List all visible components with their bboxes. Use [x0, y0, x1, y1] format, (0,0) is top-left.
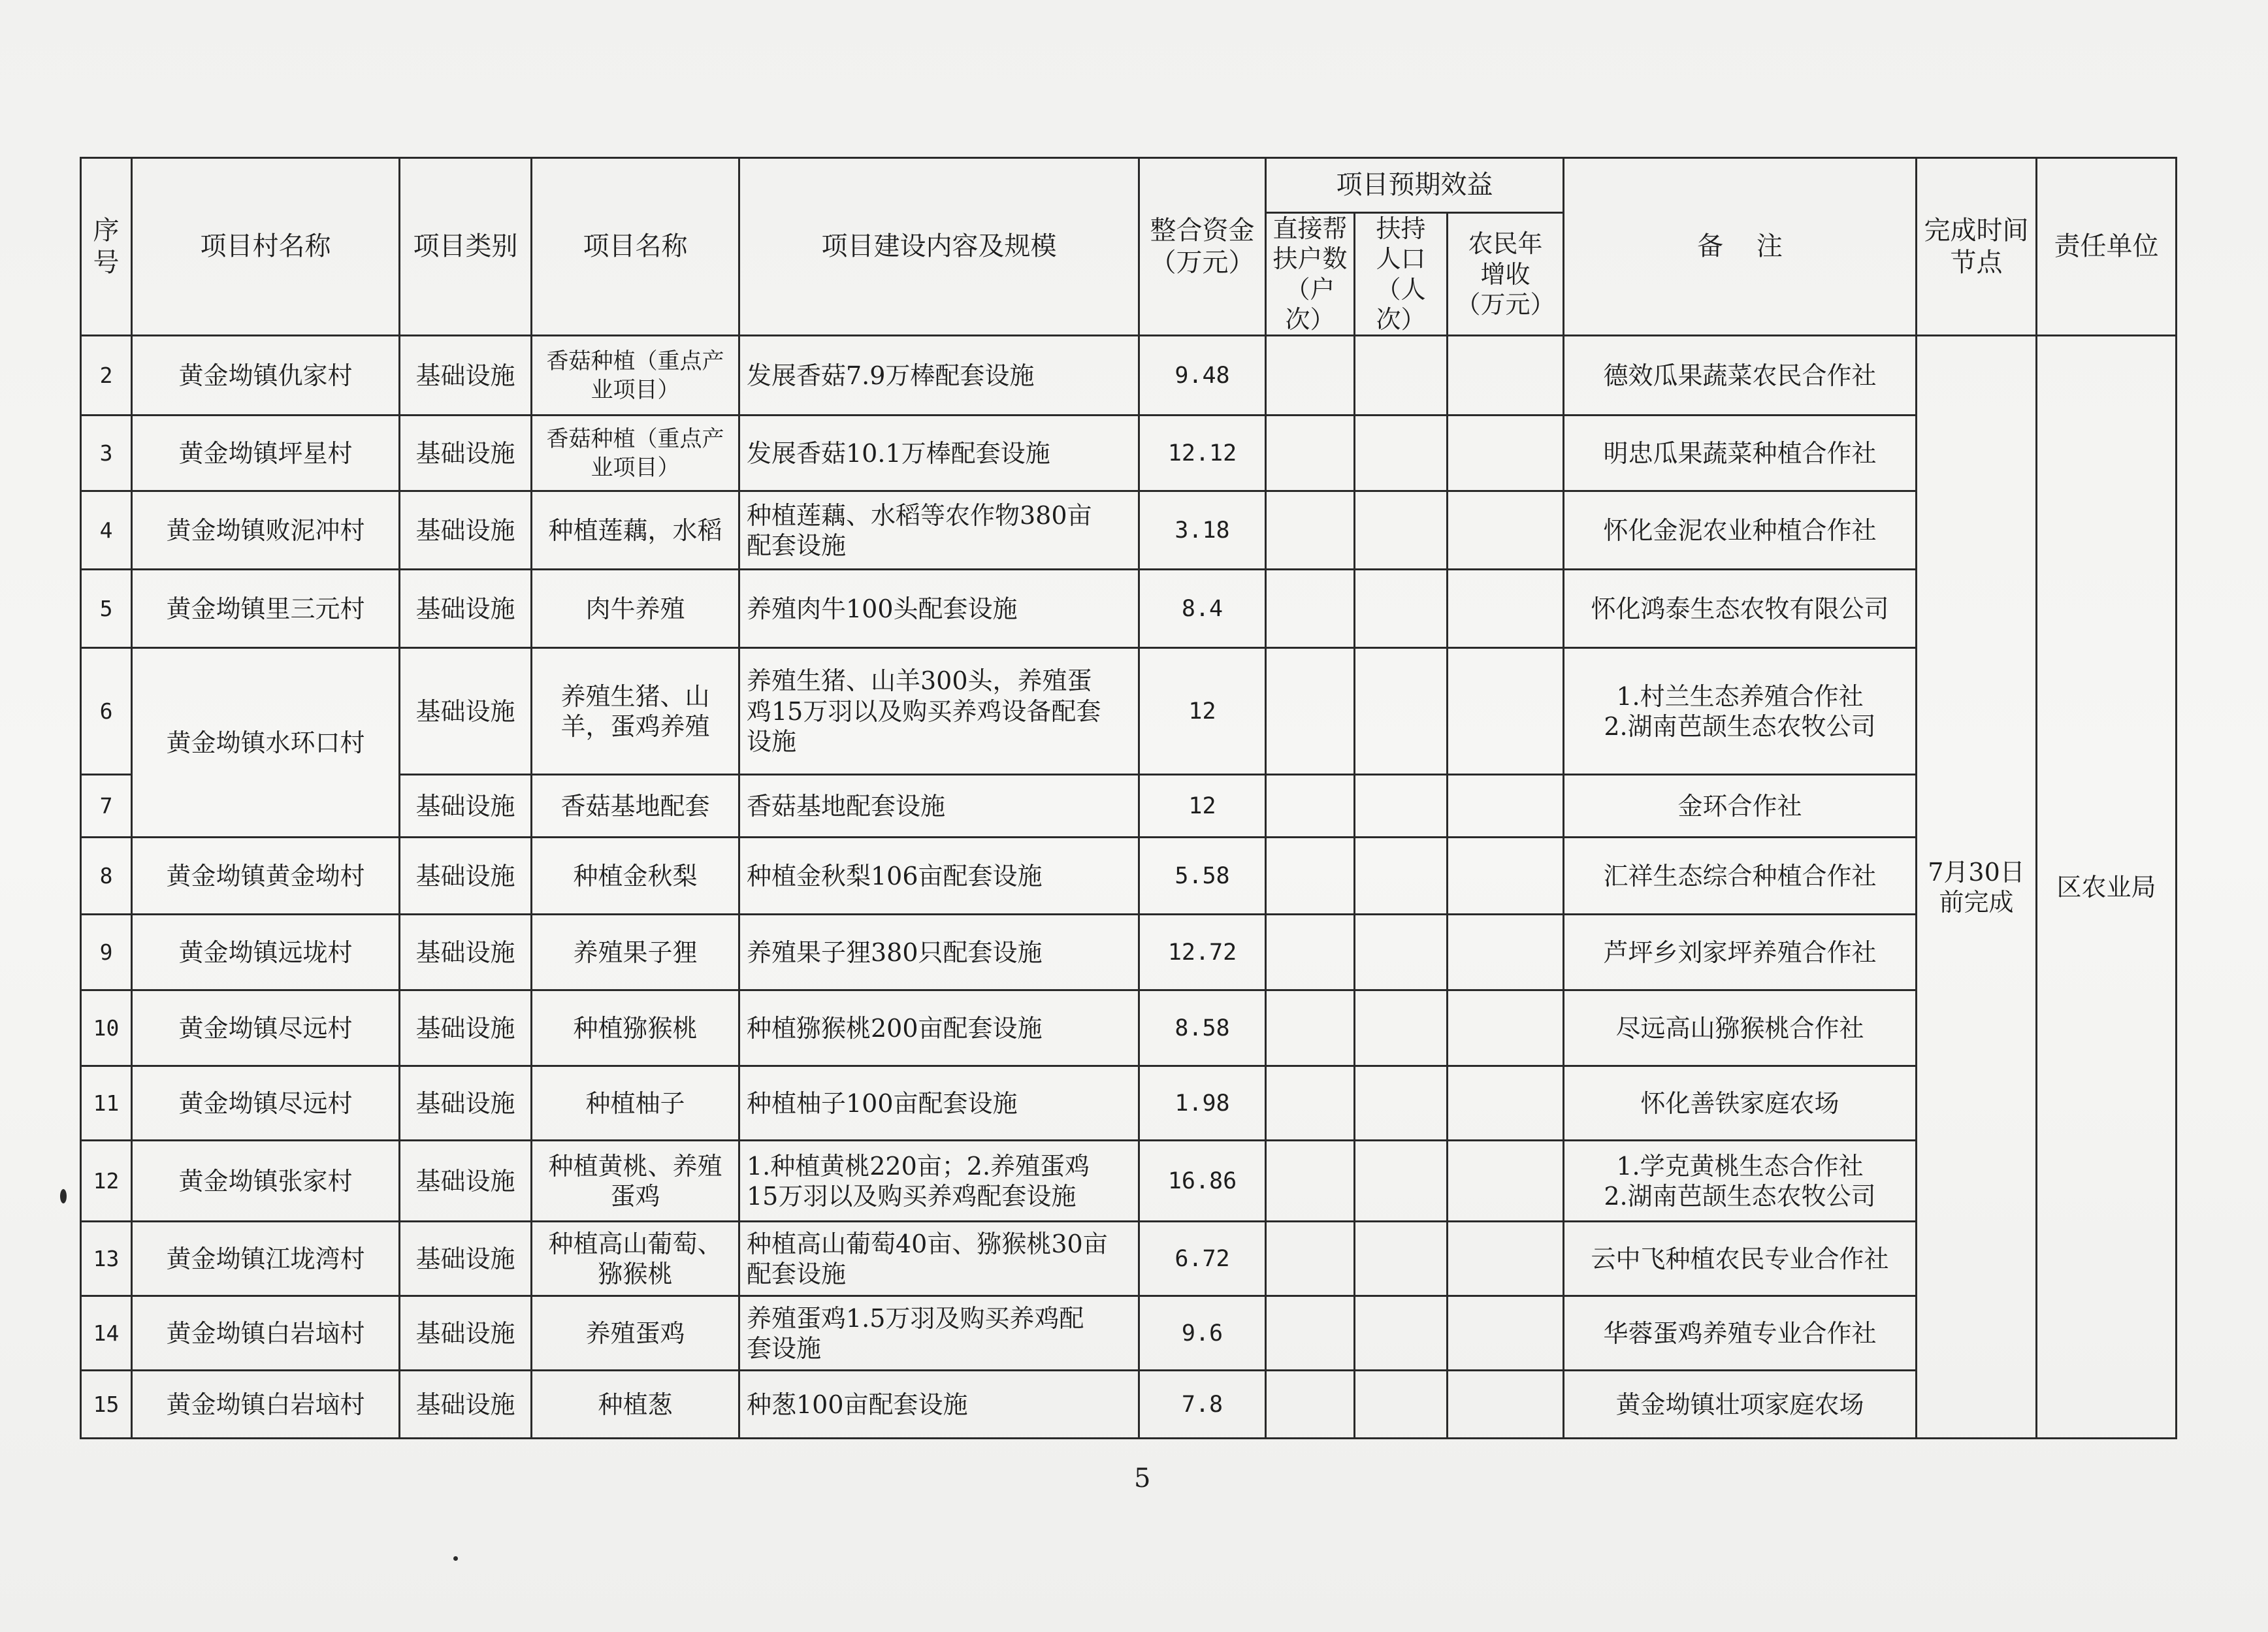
- cell-category: 基础设施: [400, 491, 532, 570]
- page-number: 5: [1134, 1463, 1151, 1493]
- cell-benefit-households: [1266, 336, 1355, 416]
- cell-benefit-households: [1266, 775, 1355, 838]
- cell-benefit-households: [1266, 1371, 1355, 1439]
- cell-benefit-people: [1355, 915, 1448, 990]
- cell-benefit-income: [1448, 648, 1564, 775]
- table-row: [81, 1371, 2177, 1439]
- cell-village: 黄金坳镇里三元村: [132, 570, 400, 648]
- cell-village: 黄金坳镇远垅村: [132, 915, 400, 990]
- cell-project: 种植高山葡萄、 猕猴桃: [532, 1222, 739, 1296]
- cell-seq: 12: [81, 1141, 132, 1222]
- cell-project: 种植葱: [532, 1371, 739, 1439]
- cell-benefit-households: [1266, 1296, 1355, 1371]
- cell-benefit-people: [1355, 648, 1448, 775]
- table-row: [81, 570, 2177, 648]
- cell-benefit-households: [1266, 648, 1355, 775]
- cell-village: 黄金坳镇尽远村: [132, 990, 400, 1066]
- cell-village: 黄金坳镇坪星村: [132, 416, 400, 491]
- cell-completion-merged: 7月30日 前完成: [1917, 336, 2037, 1439]
- cell-benefit-households: [1266, 1066, 1355, 1141]
- cell-benefit-income: [1448, 838, 1564, 915]
- cell-content: 香菇基地配套设施: [739, 775, 1139, 838]
- cell-benefit-people: [1355, 1066, 1448, 1141]
- header-remarks: 备 注: [1564, 158, 1917, 336]
- cell-content: 种植金秋梨106亩配套设施: [739, 838, 1139, 915]
- cell-project: 养殖果子狸: [532, 915, 739, 990]
- cell-seq: 5: [81, 570, 132, 648]
- cell-category: 基础设施: [400, 838, 532, 915]
- table-row: [81, 336, 2177, 416]
- table-row: [81, 648, 2177, 775]
- table-row: [81, 1141, 2177, 1222]
- cell-content: 种植猕猴桃200亩配套设施: [739, 990, 1139, 1066]
- cell-seq: 3: [81, 416, 132, 491]
- project-table: [80, 157, 2177, 1439]
- cell-remarks: 怀化善铁家庭农场: [1564, 1066, 1917, 1141]
- table-row: [81, 1222, 2177, 1296]
- cell-category: 基础设施: [400, 915, 532, 990]
- table-row: [81, 1296, 2177, 1371]
- cell-seq: 15: [81, 1371, 132, 1439]
- table-row: [81, 915, 2177, 990]
- cell-category: 基础设施: [400, 1066, 532, 1141]
- cell-benefit-people: [1355, 1222, 1448, 1296]
- cell-category: 基础设施: [400, 570, 532, 648]
- cell-benefit-income: [1448, 1222, 1564, 1296]
- cell-seq: 10: [81, 990, 132, 1066]
- cell-funds: 9.48: [1139, 336, 1266, 416]
- cell-category: 基础设施: [400, 990, 532, 1066]
- cell-funds: 8.4: [1139, 570, 1266, 648]
- header-benefit-group: 项目预期效益: [1266, 158, 1564, 213]
- cell-project: 肉牛养殖: [532, 570, 739, 648]
- cell-remarks: 1.村兰生态养殖合作社 2.湖南芭颉生态农牧公司: [1564, 648, 1917, 775]
- cell-benefit-income: [1448, 1066, 1564, 1141]
- cell-content: 种植柚子100亩配套设施: [739, 1066, 1139, 1141]
- cell-content: 养殖果子狸380只配套设施: [739, 915, 1139, 990]
- header-category: 项目类别: [400, 158, 532, 336]
- cell-seq: 6: [81, 648, 132, 775]
- cell-content: 发展香菇7.9万棒配套设施: [739, 336, 1139, 416]
- cell-content: 种植莲藕、水稻等农作物380亩 配套设施: [739, 491, 1139, 570]
- cell-funds: 5.58: [1139, 838, 1266, 915]
- cell-remarks: 尽远高山猕猴桃合作社: [1564, 990, 1917, 1066]
- cell-benefit-people: [1355, 1371, 1448, 1439]
- cell-village: 黄金坳镇张家村: [132, 1141, 400, 1222]
- cell-benefit-people: [1355, 990, 1448, 1066]
- table-row: [81, 416, 2177, 491]
- cell-content: 养殖生猪、山羊300头，养殖蛋 鸡15万羽以及购买养鸡设备配套 设施: [739, 648, 1139, 775]
- cell-benefit-people: [1355, 838, 1448, 915]
- project-table-wrapper: [80, 157, 2177, 1439]
- cell-funds: 16.86: [1139, 1141, 1266, 1222]
- cell-remarks: 明忠瓜果蔬菜种植合作社: [1564, 416, 1917, 491]
- cell-benefit-income: [1448, 416, 1564, 491]
- cell-category: 基础设施: [400, 1371, 532, 1439]
- cell-village: 黄金坳镇白岩垴村: [132, 1371, 400, 1439]
- cell-benefit-people: [1355, 1296, 1448, 1371]
- cell-category: 基础设施: [400, 1222, 532, 1296]
- cell-funds: 9.6: [1139, 1296, 1266, 1371]
- cell-seq: 13: [81, 1222, 132, 1296]
- header-benefit-income: 农民年 增收 （万元）: [1448, 213, 1564, 336]
- cell-category: 基础设施: [400, 336, 532, 416]
- cell-remarks: 黄金坳镇壮项家庭农场: [1564, 1371, 1917, 1439]
- cell-benefit-households: [1266, 570, 1355, 648]
- cell-content: 养殖肉牛100头配套设施: [739, 570, 1139, 648]
- cell-benefit-households: [1266, 1222, 1355, 1296]
- cell-benefit-people: [1355, 491, 1448, 570]
- cell-seq: 4: [81, 491, 132, 570]
- header-village: 项目村名称: [132, 158, 400, 336]
- header-responsible: 责任单位: [2037, 158, 2177, 336]
- cell-benefit-income: [1448, 1371, 1564, 1439]
- cell-benefit-income: [1448, 570, 1564, 648]
- table-row: [81, 1066, 2177, 1141]
- cell-benefit-households: [1266, 838, 1355, 915]
- cell-project: 种植猕猴桃: [532, 990, 739, 1066]
- table-row: [81, 990, 2177, 1066]
- cell-remarks: 华蓉蛋鸡养殖专业合作社: [1564, 1296, 1917, 1371]
- header-content: 项目建设内容及规模: [739, 158, 1139, 336]
- cell-content: 发展香菇10.1万棒配套设施: [739, 416, 1139, 491]
- cell-benefit-income: [1448, 336, 1564, 416]
- cell-benefit-people: [1355, 775, 1448, 838]
- cell-benefit-people: [1355, 336, 1448, 416]
- cell-benefit-income: [1448, 1296, 1564, 1371]
- cell-benefit-people: [1355, 416, 1448, 491]
- cell-village: 黄金坳镇白岩垴村: [132, 1296, 400, 1371]
- cell-category: 基础设施: [400, 1141, 532, 1222]
- cell-funds: 12.72: [1139, 915, 1266, 990]
- cell-project: 养殖蛋鸡: [532, 1296, 739, 1371]
- cell-benefit-households: [1266, 915, 1355, 990]
- cell-benefit-income: [1448, 990, 1564, 1066]
- cell-benefit-income: [1448, 915, 1564, 990]
- cell-benefit-people: [1355, 570, 1448, 648]
- cell-benefit-income: [1448, 491, 1564, 570]
- cell-remarks: 德效瓜果蔬菜农民合作社: [1564, 336, 1917, 416]
- cell-benefit-households: [1266, 491, 1355, 570]
- cell-funds: 7.8: [1139, 1371, 1266, 1439]
- header-funds: 整合资金 （万元）: [1139, 158, 1266, 336]
- cell-funds: 8.58: [1139, 990, 1266, 1066]
- cell-remarks: 怀化金泥农业种植合作社: [1564, 491, 1917, 570]
- cell-benefit-households: [1266, 416, 1355, 491]
- cell-remarks: 芦坪乡刘家坪养殖合作社: [1564, 915, 1917, 990]
- cell-benefit-people: [1355, 1141, 1448, 1222]
- cell-project: 香菇种植（重点产 业项目）: [532, 336, 739, 416]
- table-row: [81, 838, 2177, 915]
- cell-village: 黄金坳镇黄金坳村: [132, 838, 400, 915]
- cell-content: 养殖蛋鸡1.5万羽及购买养鸡配 套设施: [739, 1296, 1139, 1371]
- cell-content: 1.种植黄桃220亩；2.养殖蛋鸡 15万羽以及购买养鸡配套设施: [739, 1141, 1139, 1222]
- cell-remarks: 汇祥生态综合种植合作社: [1564, 838, 1917, 915]
- cell-category: 基础设施: [400, 648, 532, 775]
- cell-village: 黄金坳镇败泥冲村: [132, 491, 400, 570]
- cell-project: 养殖生猪、山 羊，蛋鸡养殖: [532, 648, 739, 775]
- cell-benefit-income: [1448, 1141, 1564, 1222]
- cell-project: 种植莲藕，水稻: [532, 491, 739, 570]
- cell-village: 黄金坳镇尽远村: [132, 1066, 400, 1141]
- cell-remarks: 1.学克黄桃生态合作社 2.湖南芭颉生态农牧公司: [1564, 1141, 1917, 1222]
- cell-remarks: 怀化鸿泰生态农牧有限公司: [1564, 570, 1917, 648]
- cell-category: 基础设施: [400, 775, 532, 838]
- cell-seq: 9: [81, 915, 132, 990]
- header-seq: 序 号: [81, 158, 132, 336]
- cell-benefit-income: [1448, 775, 1564, 838]
- cell-funds: 3.18: [1139, 491, 1266, 570]
- cell-funds: 12: [1139, 775, 1266, 838]
- header-benefit-people: 扶持 人口 （人次）: [1355, 213, 1448, 336]
- cell-benefit-households: [1266, 1141, 1355, 1222]
- cell-category: 基础设施: [400, 416, 532, 491]
- cell-project: 种植金秋梨: [532, 838, 739, 915]
- cell-remarks: 云中飞种植农民专业合作社: [1564, 1222, 1917, 1296]
- table-row: [81, 491, 2177, 570]
- cell-funds: 6.72: [1139, 1222, 1266, 1296]
- cell-project: 香菇基地配套: [532, 775, 739, 838]
- cell-seq: 11: [81, 1066, 132, 1141]
- cell-content: 种葱100亩配套设施: [739, 1371, 1139, 1439]
- header-project: 项目名称: [532, 158, 739, 336]
- cell-seq: 7: [81, 775, 132, 838]
- cell-project: 种植黄桃、养殖 蛋鸡: [532, 1141, 739, 1222]
- cell-funds: 1.98: [1139, 1066, 1266, 1141]
- scan-speck: [60, 1189, 67, 1203]
- cell-village: 黄金坳镇仇家村: [132, 336, 400, 416]
- cell-funds: 12: [1139, 648, 1266, 775]
- cell-remarks: 金环合作社: [1564, 775, 1917, 838]
- cell-content: 种植高山葡萄40亩、猕猴桃30亩 配套设施: [739, 1222, 1139, 1296]
- cell-seq: 14: [81, 1296, 132, 1371]
- cell-responsible-merged: 区农业局: [2037, 336, 2177, 1439]
- scan-speck: [453, 1556, 458, 1561]
- cell-benefit-households: [1266, 990, 1355, 1066]
- cell-category: 基础设施: [400, 1296, 532, 1371]
- header-benefit-households: 直接帮 扶户数 （户次）: [1266, 213, 1355, 336]
- cell-seq: 2: [81, 336, 132, 416]
- cell-project: 种植柚子: [532, 1066, 739, 1141]
- cell-village: 黄金坳镇江垅湾村: [132, 1222, 400, 1296]
- header-completion: 完成时间 节点: [1917, 158, 2037, 336]
- cell-funds: 12.12: [1139, 416, 1266, 491]
- cell-village-merged: 黄金坳镇水环口村: [132, 648, 400, 838]
- cell-project: 香菇种植（重点产 业项目）: [532, 416, 739, 491]
- cell-seq: 8: [81, 838, 132, 915]
